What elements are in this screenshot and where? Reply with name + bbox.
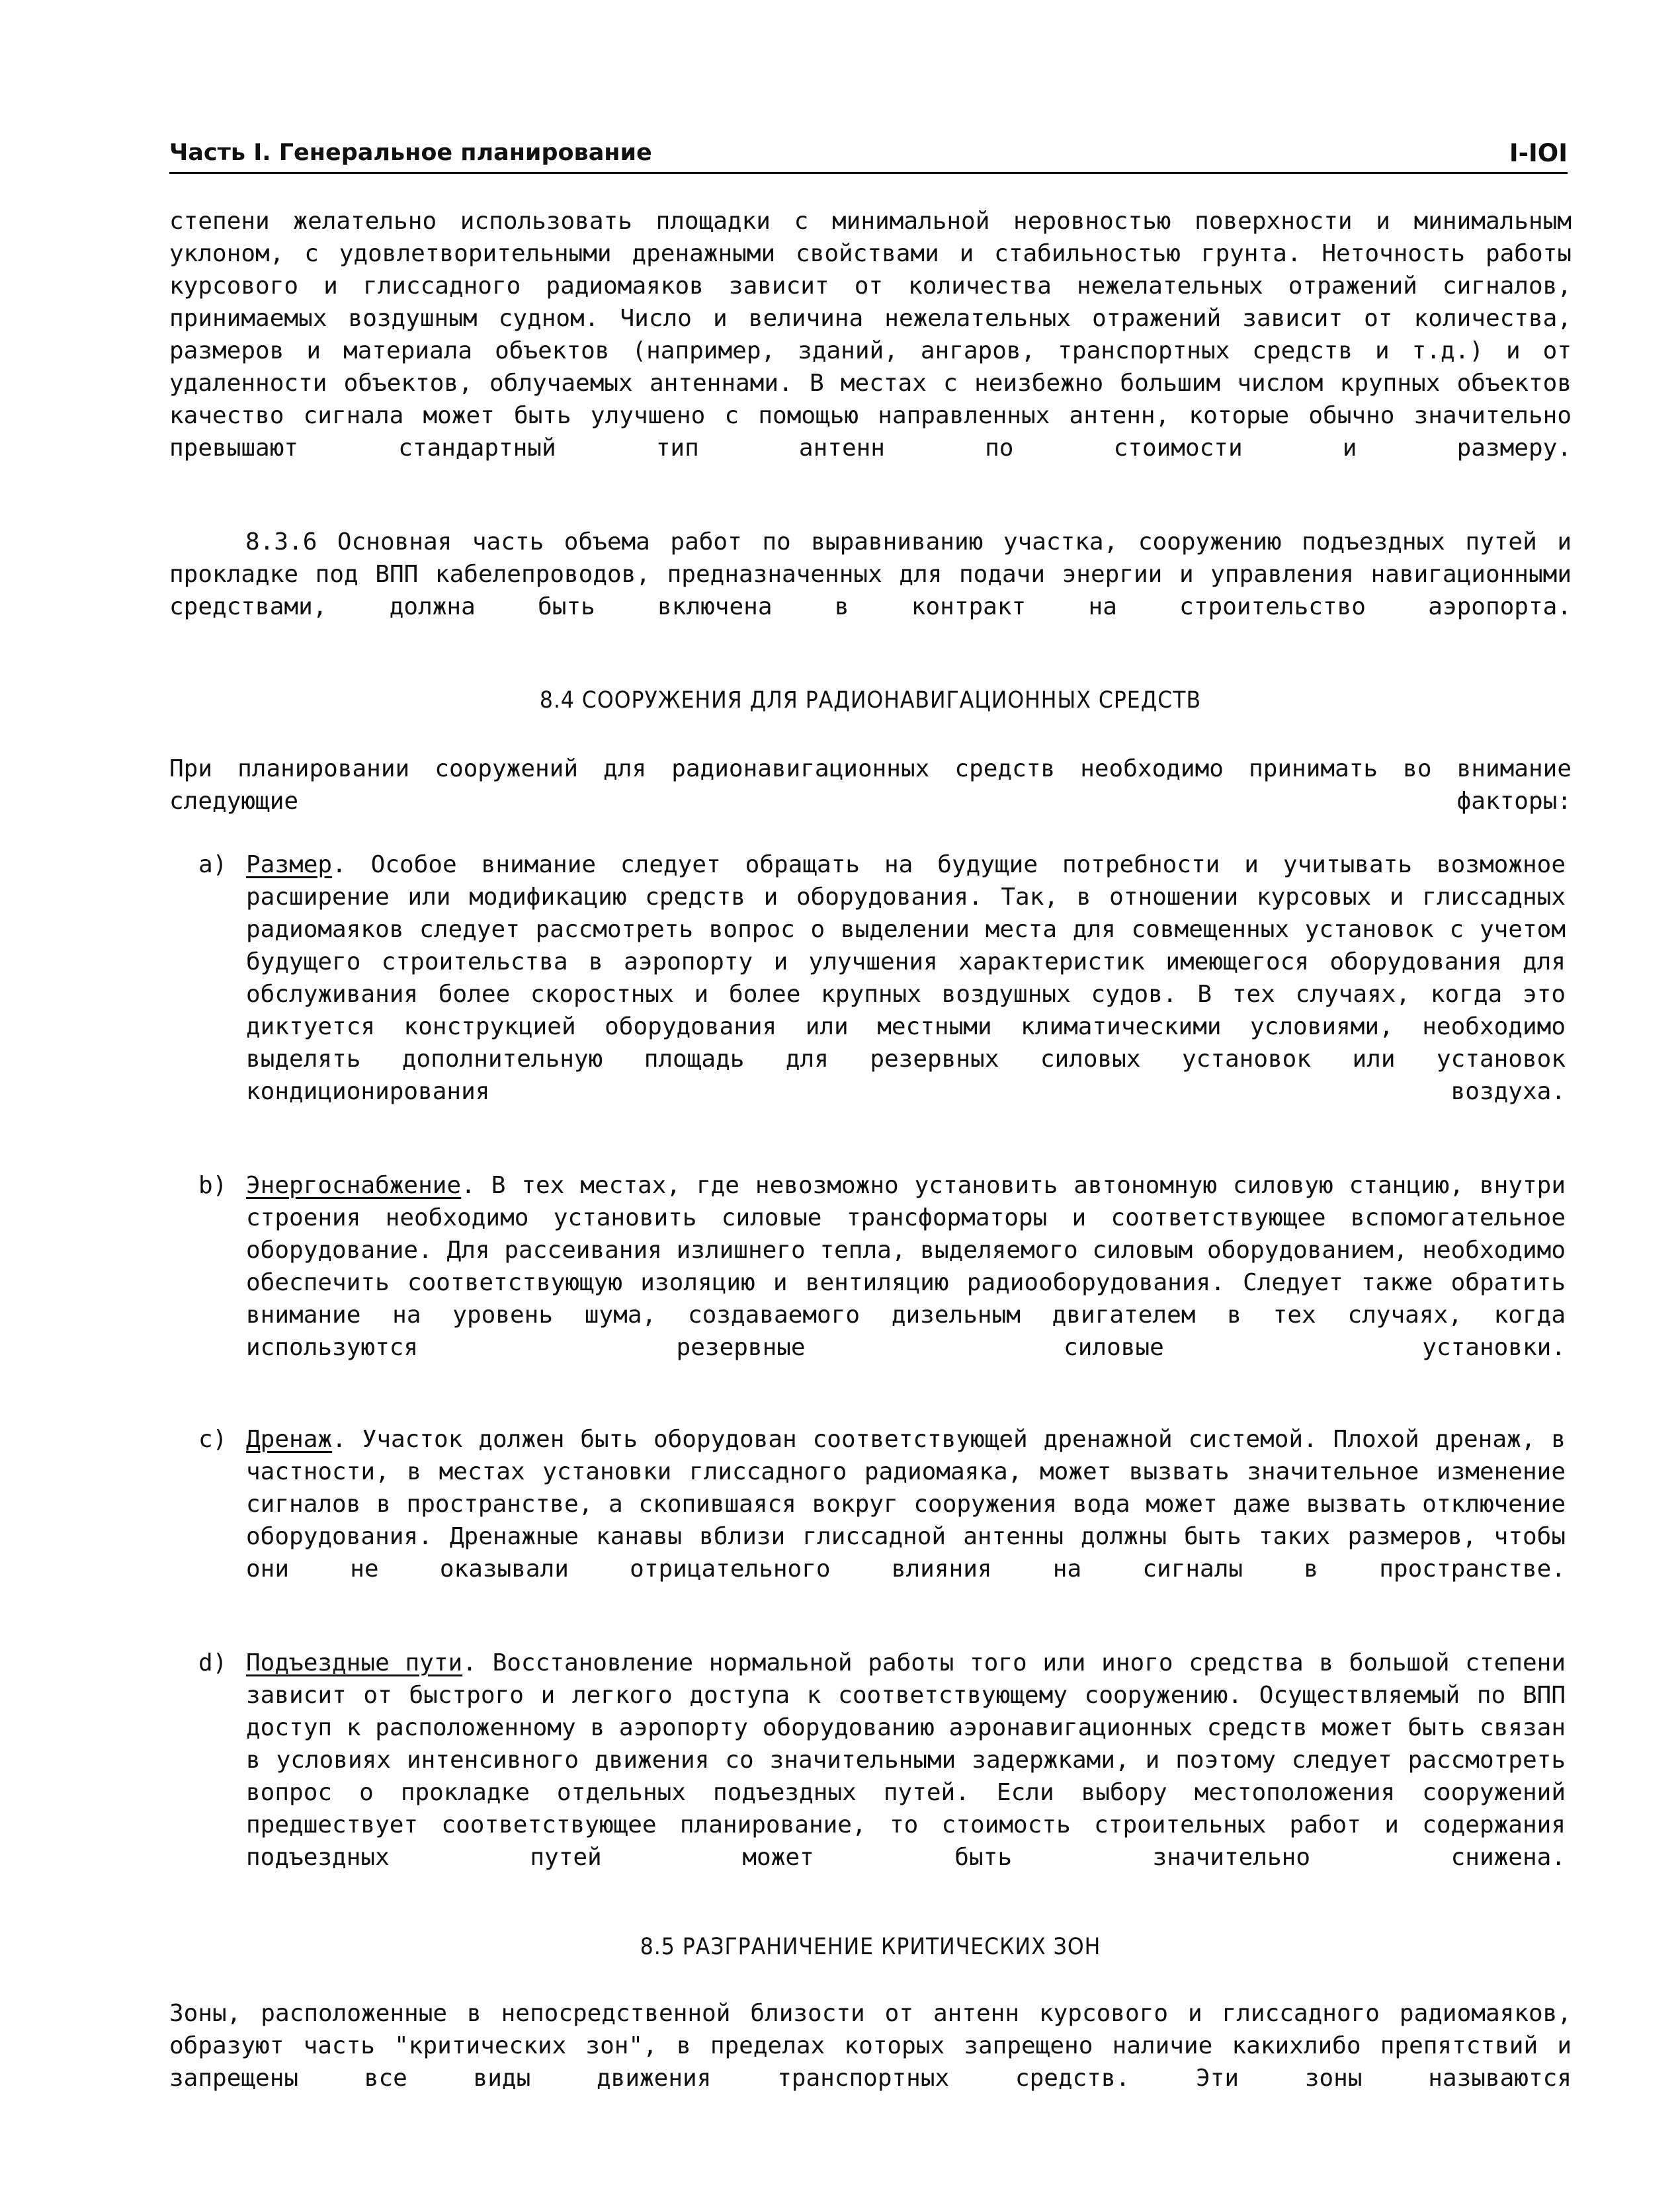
section-8-4-intro-block <box>169 753 1572 850</box>
list-marker: c) <box>198 1426 228 1453</box>
section-8-5-text-block <box>169 1997 1572 2127</box>
paragraph-8-3-6-block <box>169 526 1572 655</box>
item-term: Дренаж <box>246 1426 333 1453</box>
page-number: I-IOI <box>1509 139 1568 167</box>
list-item-size <box>198 848 1566 1140</box>
item-text: . В тех местах, где невозможно установить автономную силовую станцию, внутри строения необходимо установить силовые трансформаторы и соответствующее вспомогательное оборудование. Для рассеивания излишнего тепла, выделяемого силовым оборудованием, необходимо обеспечить соответствующую изоляцию и вентиляцию радиооборудования. Следует также обратить внимание на уровень шума, создаваемого дизельным двигателем в тех случаях, когда используются резервные силовые установки. <box>246 1172 1566 1361</box>
list-item-power-supply <box>198 1169 1566 1396</box>
intro-paragraph-block <box>169 205 1572 497</box>
item-text: . Участок должен быть оборудован соответствующей дренажной системой. Плохой дренаж, в частности, в местах установки глиссадного радиомаяка, может вызвать значительное изменение сигналов в пространстве, а скопившаяся вокруг сооружения вода может даже вызвать отключение оборудования. Дренажные канавы вблизи глиссадной антенны должны быть таких размеров, чтобы они не оказывали отрицательного влияния на сигналы в пространстве. <box>246 1426 1566 1583</box>
intro-paragraph: степени желательно использовать площадки с минимальной неровностью поверхности и минимальным уклоном, с удовлетворительными дренажными свойствами и стабильностью грунта. Неточность работы курсового и глиссадного радиомаяков зависит от количества нежелательных отражений сигналов, принимаемых воздушным судном. Число и величина нежелательных отражений зависит от количества, размеров и материала объектов (например, зданий, ангаров, транспортных средств и т.д.) и от удаленности объектов, облучаемых антеннами. В местах с неизбежно большим числом крупных объектов качество сигнала может быть улучшено с помощью направленных антенн, которые обычно значительно превышают стандартный тип антенн по стоимости и размеру. <box>169 208 1572 462</box>
section-8-5-text: Зоны, расположенные в непосредственной близости от антенн курсового и глиссадного радиомаяков, образуют часть "критических зон", в пределах которых запрещено наличие какихлибо препятствий и запрещены все виды движения транспортных средств. Эти зоны называются <box>169 2000 1572 2092</box>
item-text: . Восстановление нормальной работы того или иного средства в большой степени зависит от быстрого и легкого доступа к соответствующему сооружению. Осуществляемый по ВПП доступ к расположенному в аэропорту оборудованию аэронавигационных средств может быть связан в условиях интенсивного движения со значительными задержками, и поэтому следует рассмотреть вопрос о прокладке отдельных подъездных путей. Если выбору местоположения сооружений предшествует соответствующее планирование, то стоимость строительных работ и содержания подъездных путей может быть значительно снижена. <box>246 1649 1566 1871</box>
item-text: . Особое внимание следует обращать на будущие потребности и учитывать возможное расширение или модификацию средств и оборудования. Так, в отношении курсовых и глиссадных радиомаяков следует рассмотреть вопрос о выделении места для совмещенных установок с учетом будущего строительства в аэропорту и улучшения характеристик имеющегося оборудования для обслуживания более скоростных и более крупных воздушных судов. В тех случаях, когда это диктуется конструкцией оборудования или местными климатическими условиями, необходимо выделять дополнительную площадь для резервных силовых установок или установок кондиционирования воздуха. <box>246 851 1566 1105</box>
part-title: Часть I. Генеральное планирование <box>169 140 652 166</box>
list-marker: a) <box>198 851 228 878</box>
item-term: Подъездные пути <box>246 1649 463 1676</box>
section-8-4-intro: При планировании сооружений для радионавигационных средств необходимо принимать во внимание следующие факторы: <box>169 755 1572 815</box>
item-term: Энергоснабжение <box>246 1172 462 1199</box>
list-marker: d) <box>198 1649 228 1676</box>
list-item-access-roads <box>198 1647 1566 1906</box>
paragraph-8-3-6: 8.3.6 Основная часть объема работ по выравниванию участка, сооружению подъездных путей и прокладке под ВПП кабелепроводов, предназначенных для подачи энергии и управления навигационными средствами, должна быть включена в контракт на строительство аэропорта. <box>169 528 1572 620</box>
list-marker: b) <box>198 1172 228 1199</box>
page-header <box>169 132 1568 174</box>
section-8-4-heading: 8.4 СООРУЖЕНИЯ ДЛЯ РАДИОНАВИГАЦИОННЫХ СРЕДСТВ <box>539 687 1202 714</box>
list-item-drainage <box>198 1423 1566 1618</box>
item-term: Размер <box>246 851 333 878</box>
section-8-5-heading: 8.5 РАЗГРАНИЧЕНИЕ КРИТИЧЕСКИХ ЗОН <box>640 1934 1101 1960</box>
